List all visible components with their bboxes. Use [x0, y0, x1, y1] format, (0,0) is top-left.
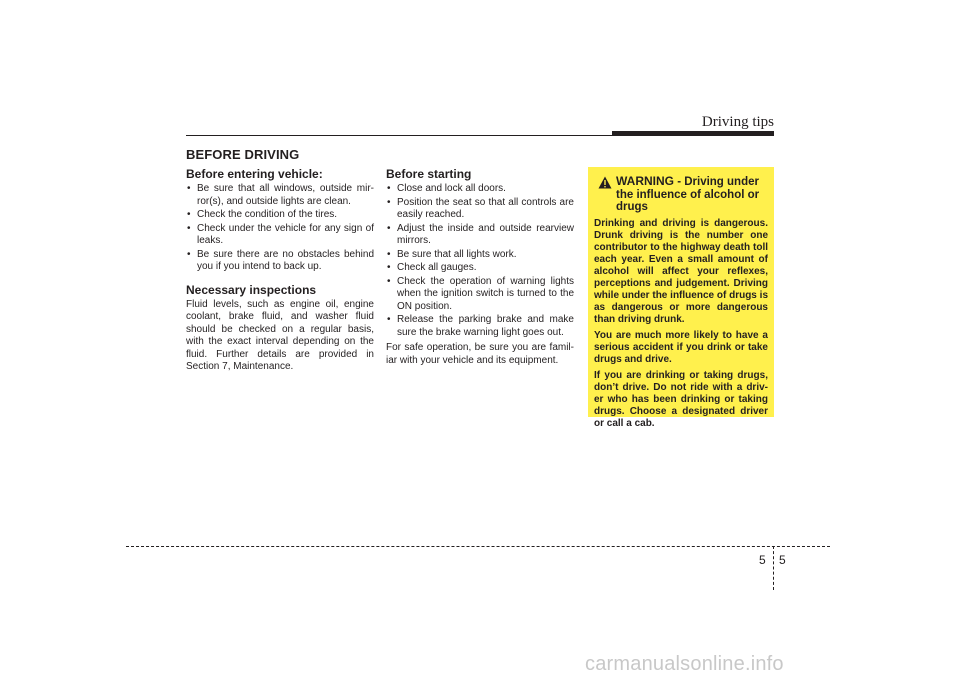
footer-divider: [773, 546, 774, 590]
list-item: • Check the condition of the tires.: [186, 209, 374, 222]
list-item: • Check the operation of warning lights when the ignition switch is turned to the ON position.: [386, 276, 574, 314]
warning-label: WARNING: [616, 174, 674, 188]
middle-column: [386, 167, 574, 370]
starting-heading: Before starting: [386, 167, 472, 181]
running-header: Driving tips: [701, 114, 774, 130]
list-item: • Position the seat so that all controls are easily reached.: [386, 197, 574, 222]
list-item: • Adjust the inside and outside rearview mirrors.: [386, 223, 574, 248]
left-column: [186, 167, 374, 377]
warning-body: [594, 218, 768, 430]
safe-operation-text: For safe operation, be sure you are famil-iar with your vehicle and its equipment.: [386, 342, 574, 366]
list-item: • Be sure that all windows, outside mir-ror(s), and outside lights are clean.: [186, 183, 374, 208]
warning-title: - Driving under the influence of alcohol or drugs: [616, 176, 760, 213]
warning-triangle-icon: [598, 176, 612, 189]
warning-heading: [594, 175, 768, 214]
list-item: • Release the parking brake and make sure the brake warning light goes out.: [386, 314, 574, 339]
warning-box: [588, 167, 774, 429]
inspections-text: Fluid levels, such as engine oil, engine coolant, brake fluid, and washer fluid should be checked on a regular basis, with the exact interval depending on the fluid. Further details are provided in Section 7, Maintenance.: [186, 298, 374, 372]
entering-list: [186, 183, 374, 274]
watermark: carmanualsonline.info: [585, 653, 784, 675]
warning-paragraph: Drinking and driving is dangerous. Drunk driving is the number one contributor to the highway death toll each year. Even a small amount of alcohol will affect your reflexes, perceptions and judgement. Driving while under the influence of drugs is as dangerous or more dangerous than driving drunk.: [594, 217, 768, 325]
chapter-number: 5: [759, 553, 766, 567]
entering-heading: Before entering vehicle:: [186, 167, 323, 181]
list-item: • Check all gauges.: [386, 262, 574, 275]
inspections-heading: Necessary inspections: [186, 282, 317, 297]
warning-paragraph: If you are drinking or taking drugs, don’t drive. Do not ride with a driv-er who has been drinking or taking drugs. Choose a designated driver or call a cab.: [594, 369, 768, 429]
section-title: BEFORE DRIVING: [186, 147, 300, 162]
list-item: • Check under the vehicle for any sign of leaks.: [186, 223, 374, 248]
header-bar: [612, 131, 774, 136]
footer-rule: [126, 546, 830, 547]
list-item: • Be sure there are no obstacles behind you if you intend to back up.: [186, 249, 374, 274]
list-item: • Be sure that all lights work.: [386, 249, 574, 262]
page-number: 5: [779, 553, 786, 567]
starting-list: [386, 183, 574, 339]
warning-paragraph: You are much more likely to have a serious accident if you drink or take drugs and drive.: [594, 329, 768, 365]
list-item: • Close and lock all doors.: [386, 183, 574, 196]
